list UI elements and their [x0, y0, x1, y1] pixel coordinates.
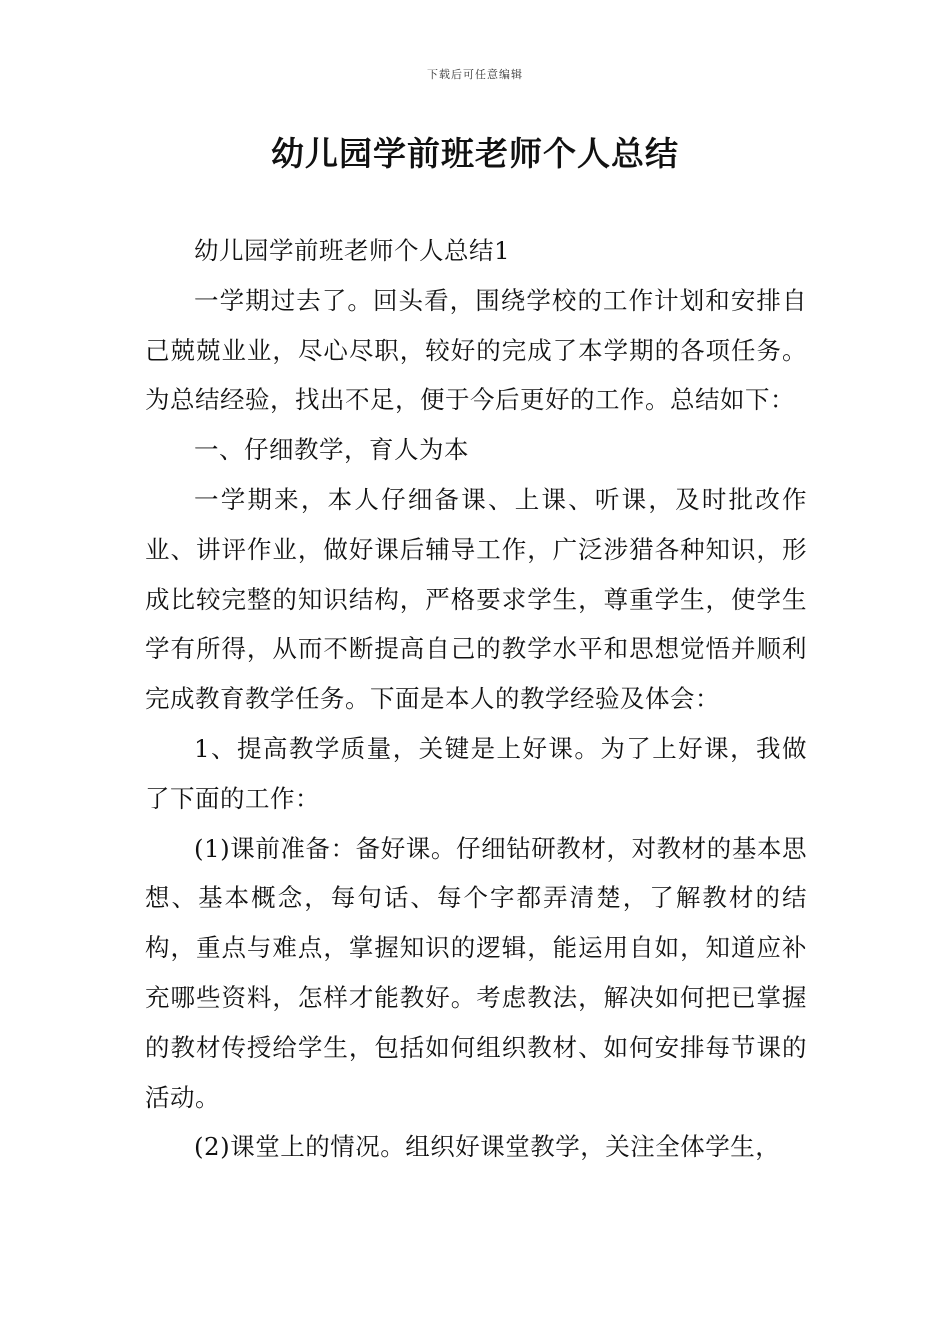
paragraph: 一学期过去了。回头看，围绕学校的工作计划和安排自己兢兢业业，尽心尽职，较好的完成了本学期的各项任务。为总结经验，找出不足，便于今后更好的工作。总结如下： [145, 285, 807, 415]
paragraph: (2)课堂上的情况。组织好课堂教学，关注全体学生， [194, 1132, 781, 1162]
section-heading: 幼儿园学前班老师个人总结1 [194, 236, 511, 265]
paragraph: (1)课前准备：备好课。仔细钻研教材，对教材的基本思想、基本概念，每句话、每个字都弄清楚，了解教材的结构，重点与难点，掌握知识的逻辑，能运用自如，知道应补充哪些资料，怎样才能教好。考虑教法，解决如何把已掌握的教材传授给学生，包括如何组织教材、如何安排每节课的活动。 [145, 833, 807, 1112]
paragraph: 一学期来，本人仔细备课、上课、听课，及时批改作业、讲评作业，做好课后辅导工作，广泛涉猎各种知识，形成比较完整的知识结构，严格要求学生，尊重学生，使学生学有所得，从而不断提高自己的教学水平和思想觉悟并顺利完成教育教学任务。下面是本人的教学经验及体会： [145, 484, 807, 714]
header-note: 下载后可任意编辑 [427, 68, 523, 81]
document-body [145, 226, 807, 1172]
paragraph: 1、提高教学质量，关键是上好课。为了上好课，我做了下面的工作： [145, 733, 807, 813]
subsection-heading: 一、仔细教学，育人为本 [194, 435, 469, 465]
document-title: 幼儿园学前班老师个人总结 [271, 134, 679, 173]
